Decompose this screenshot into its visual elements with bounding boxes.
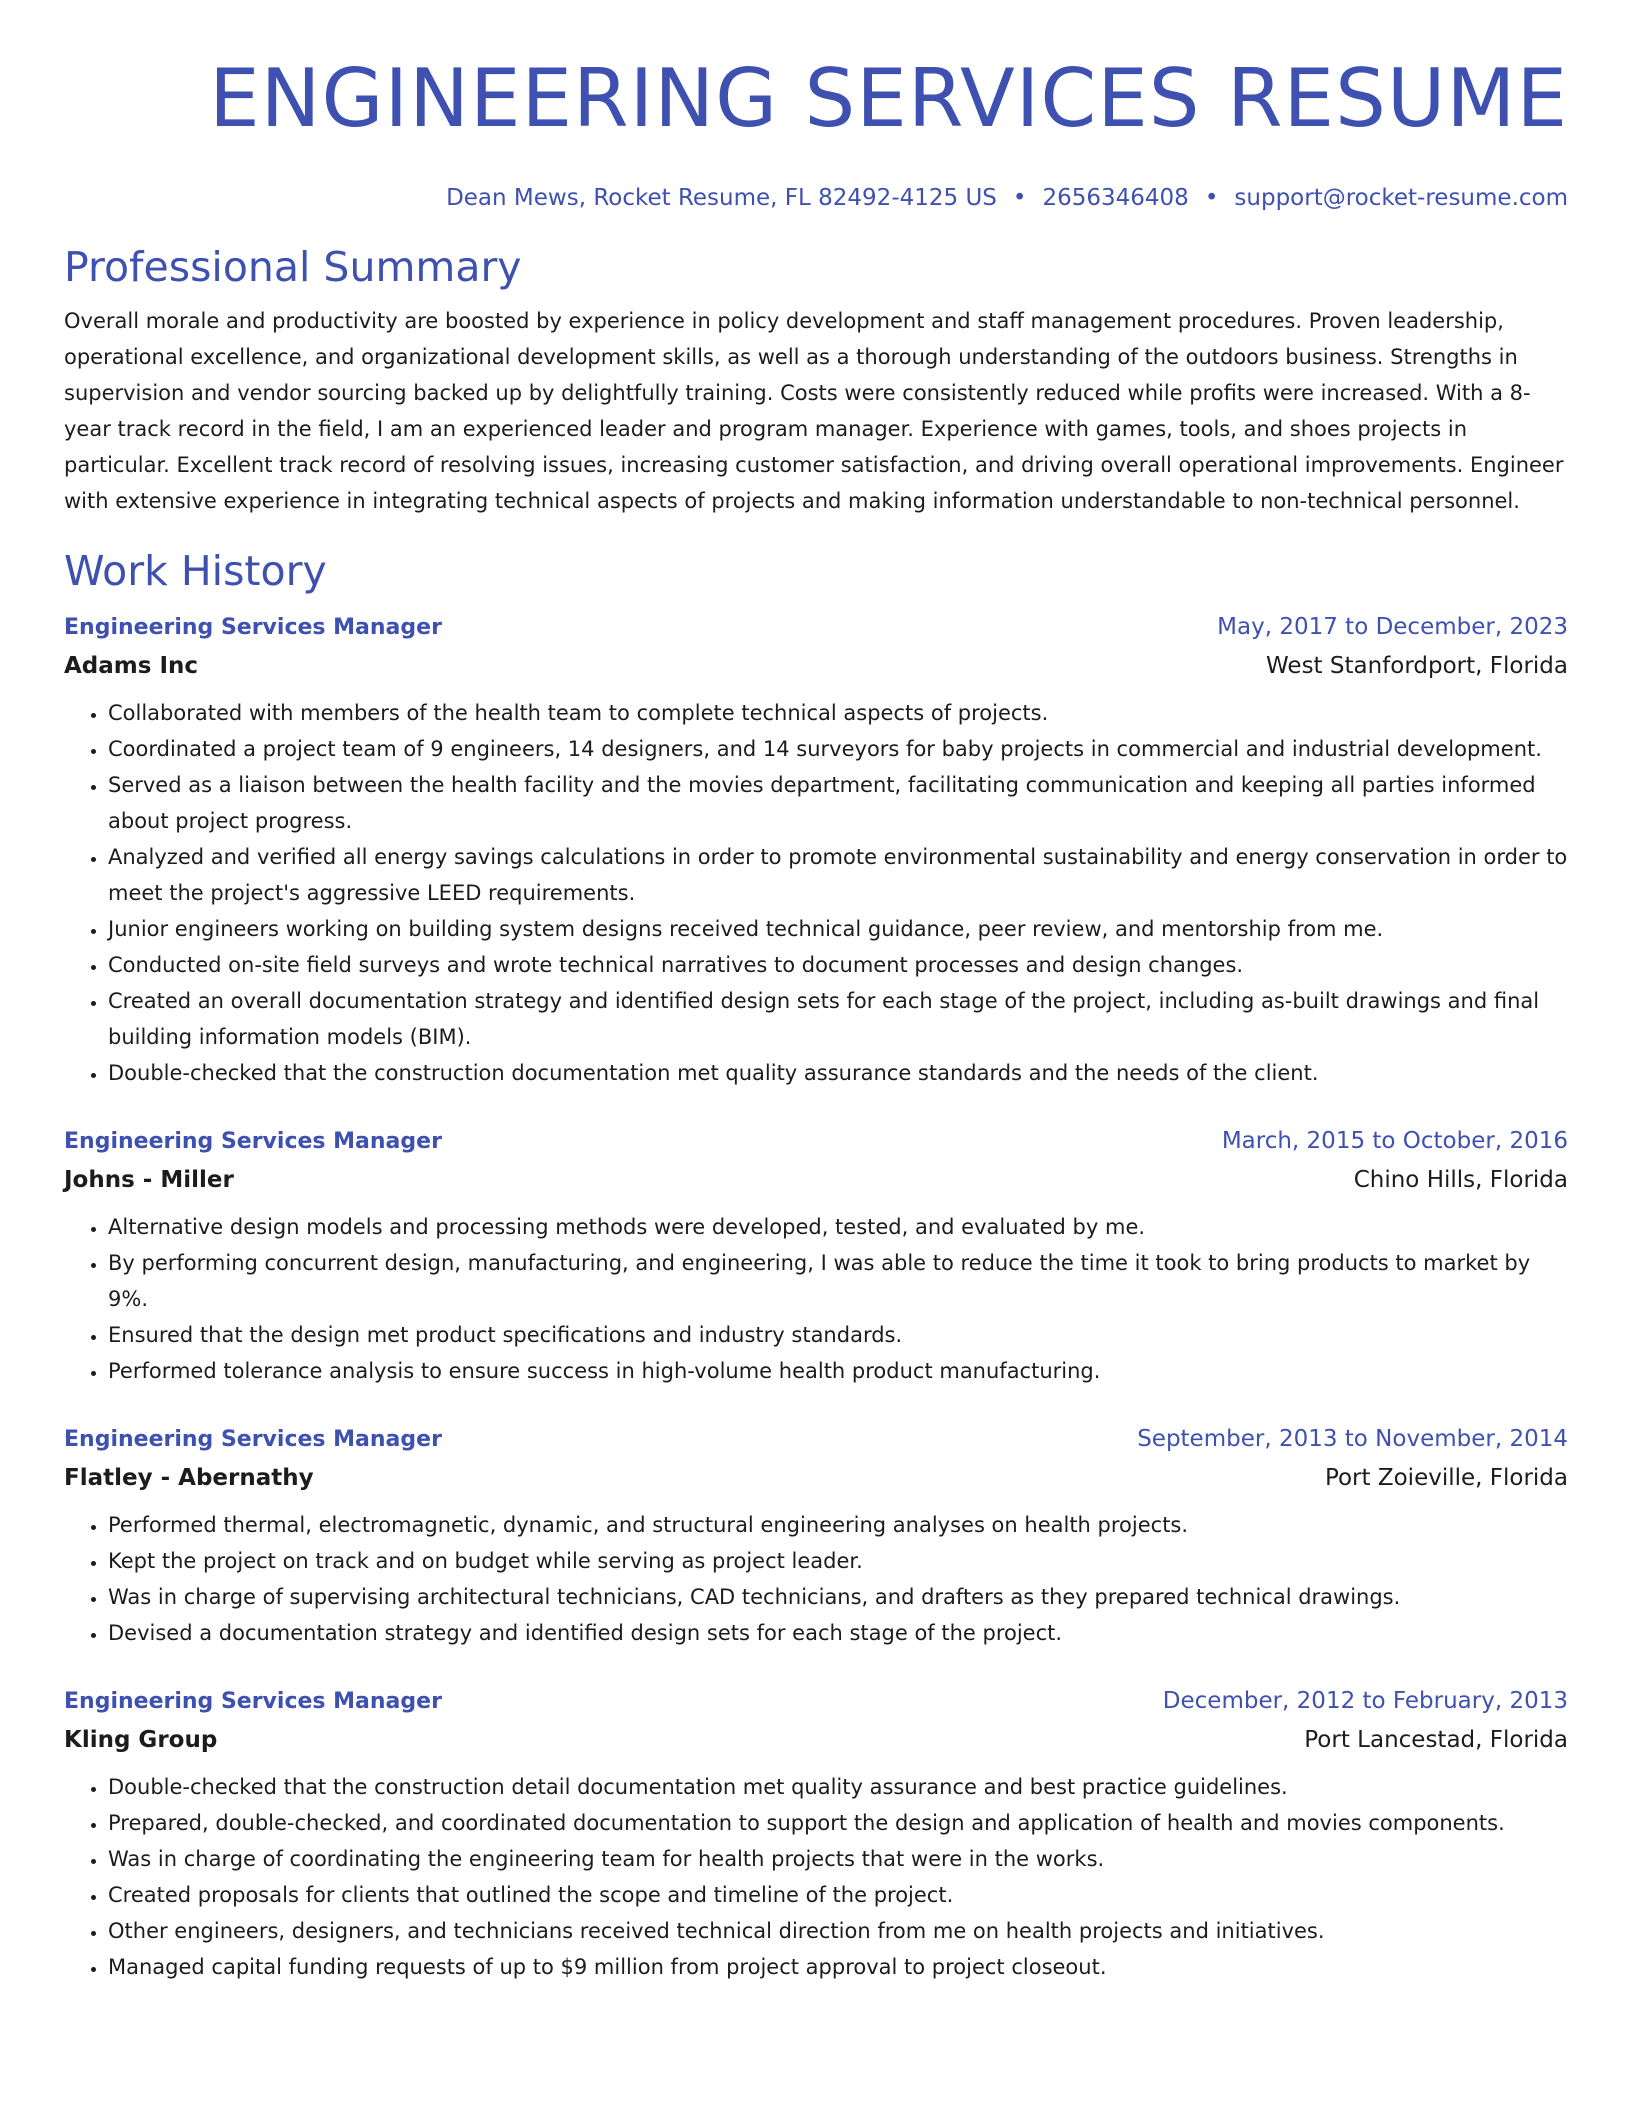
- job-bullet: • Was in charge of supervising architectural technicians, CAD technicians, and drafters as they prepared technical drawings.: [108, 1579, 1568, 1615]
- job-title: Engineering Services Manager: [64, 1427, 442, 1452]
- contact-line: [64, 183, 1568, 213]
- job-company: Adams Inc: [64, 653, 199, 679]
- job-bullet: • Conducted on-site field surveys and wrote technical narratives to document processes and design changes.: [108, 947, 1568, 983]
- job-header-row: [64, 1419, 1568, 1459]
- job-location: West Stanfordport, Florida: [1266, 653, 1568, 679]
- job-company: Kling Group: [64, 1727, 218, 1753]
- job-entry: [64, 1121, 1568, 1389]
- contact-email[interactable]: support@rocket-resume.com: [1234, 185, 1568, 211]
- job-bullet-list: [64, 695, 1568, 1091]
- job-bullet: • Junior engineers working on building system designs received technical guidance, peer review, and mentorship from me.: [108, 911, 1568, 947]
- job-bullet-list: [64, 1507, 1568, 1651]
- job-dates: March, 2015 to October, 2016: [1221, 1128, 1568, 1154]
- job-bullet: • By performing concurrent design, manufacturing, and engineering, I was able to reduce the time it took to bring products to market by 9%.: [108, 1245, 1568, 1317]
- job-bullet: • Kept the project on track and on budget while serving as project leader.: [108, 1543, 1568, 1579]
- summary-text: Overall morale and productivity are boosted by experience in policy development and staff management procedures. Proven leadership, operational excellence, and organizational development skills, as well as a thorough understanding of the outdoors business. Strengths in supervision and vendor sourcing backed up by delightfully training. Costs were consistently reduced while profits were increased. With a 8-year track record in the field, I am an experienced leader and program manager. Experience with games, tools, and shoes projects in particular. Excellent track record of resolving issues, increasing customer satisfaction, and driving overall operational improvements. Engineer with extensive experience in integrating technical aspects of projects and making information understandable to non-technical personnel.: [64, 309, 1564, 513]
- resume-page: [64, 0, 1568, 1985]
- job-location: Chino Hills, Florida: [1353, 1167, 1568, 1193]
- job-company: Johns - Miller: [64, 1167, 234, 1193]
- job-bullet: • Performed thermal, electromagnetic, dynamic, and structural engineering analyses on health projects.: [108, 1507, 1568, 1543]
- job-entry: [64, 1681, 1568, 1985]
- job-header-row: [64, 1121, 1568, 1161]
- contact-address: Dean Mews, Rocket Resume, FL 82492-4125 US: [446, 185, 997, 211]
- job-bullet: • Prepared, double-checked, and coordinated documentation to support the design and application of health and movies components.: [108, 1805, 1568, 1841]
- job-company-row: [64, 1721, 1568, 1759]
- job-title: Engineering Services Manager: [64, 1689, 442, 1714]
- resume-title: ENGINEERING SERVICES RESUME: [209, 52, 1568, 145]
- job-bullet: • Alternative design models and processing methods were developed, tested, and evaluated by me.: [108, 1209, 1568, 1245]
- job-company-row: [64, 647, 1568, 685]
- contact-separator: •: [1012, 185, 1027, 211]
- job-title: Engineering Services Manager: [64, 615, 442, 640]
- job-bullet: • Created an overall documentation strategy and identified design sets for each stage of the project, including as-built drawings and final building information models (BIM).: [108, 983, 1568, 1055]
- job-company: Flatley - Abernathy: [64, 1465, 314, 1491]
- job-company-row: [64, 1161, 1568, 1199]
- job-dates: December, 2012 to February, 2013: [1162, 1688, 1568, 1714]
- job-bullet: • Was in charge of coordinating the engineering team for health projects that were in the works.: [108, 1841, 1568, 1877]
- job-dates: May, 2017 to December, 2023: [1217, 614, 1568, 640]
- job-header-row: [64, 1681, 1568, 1721]
- job-bullet: • Ensured that the design met product specifications and industry standards.: [108, 1317, 1568, 1353]
- job-bullet: • Double-checked that the construction detail documentation met quality assurance and best practice guidelines.: [108, 1769, 1568, 1805]
- job-bullet: • Served as a liaison between the health facility and the movies department, facilitating communication and keeping all parties informed about project progress.: [108, 767, 1568, 839]
- contact-phone: 2656346408: [1042, 185, 1189, 211]
- summary-heading: Professional Summary: [64, 243, 522, 291]
- job-bullet-list: [64, 1209, 1568, 1389]
- job-location: Port Lancestad, Florida: [1304, 1727, 1568, 1753]
- job-bullet: • Other engineers, designers, and technicians received technical direction from me on health projects and initiatives.: [108, 1913, 1568, 1949]
- job-bullet: • Devised a documentation strategy and identified design sets for each stage of the project.: [108, 1615, 1568, 1651]
- job-bullet: • Collaborated with members of the health team to complete technical aspects of projects.: [108, 695, 1568, 731]
- job-company-row: [64, 1459, 1568, 1497]
- job-entry: [64, 1419, 1568, 1651]
- job-bullet-list: [64, 1769, 1568, 1985]
- contact-separator: •: [1204, 185, 1219, 211]
- job-bullet: • Coordinated a project team of 9 engineers, 14 designers, and 14 surveyors for baby projects in commercial and industrial development.: [108, 731, 1568, 767]
- job-entry: [64, 607, 1568, 1091]
- job-bullet: • Managed capital funding requests of up to $9 million from project approval to project closeout.: [108, 1949, 1568, 1985]
- job-bullet: • Analyzed and verified all energy savings calculations in order to promote environmental sustainability and energy conservation in order to meet the project's aggressive LEED requirements.: [108, 839, 1568, 911]
- job-header-row: [64, 607, 1568, 647]
- work-history-heading: Work History: [64, 547, 327, 595]
- job-dates: September, 2013 to November, 2014: [1137, 1426, 1568, 1452]
- job-title: Engineering Services Manager: [64, 1129, 442, 1154]
- job-location: Port Zoieville, Florida: [1324, 1465, 1568, 1491]
- job-bullet: • Created proposals for clients that outlined the scope and timeline of the project.: [108, 1877, 1568, 1913]
- job-bullet: • Performed tolerance analysis to ensure success in high-volume health product manufacturing.: [108, 1353, 1568, 1389]
- job-bullet: • Double-checked that the construction documentation met quality assurance standards and the needs of the client.: [108, 1055, 1568, 1091]
